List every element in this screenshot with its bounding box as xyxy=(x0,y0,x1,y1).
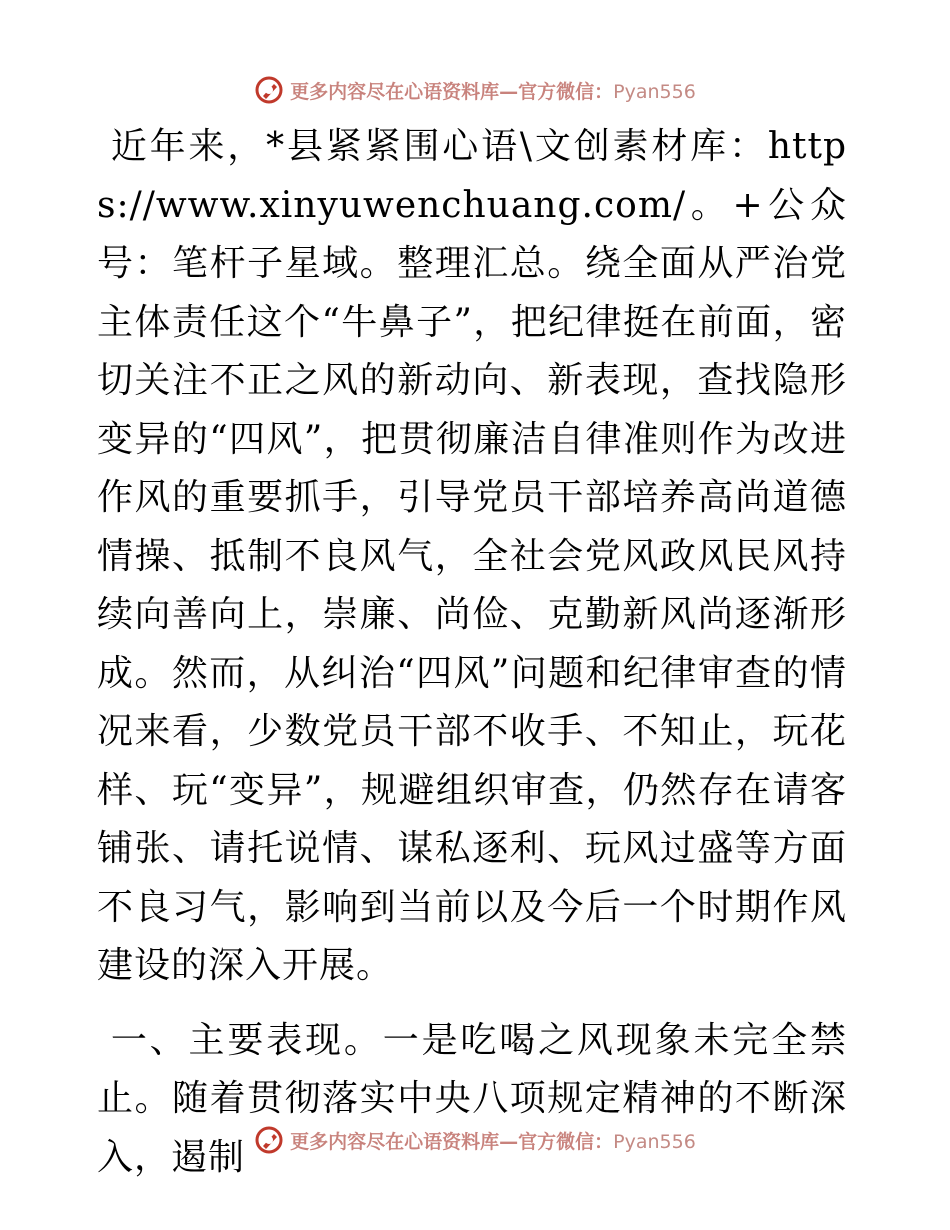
paragraph-section-one-text: 一、主要表现。一是吃喝之风现象未完全禁止。随着贯彻落实中央八项规定精神的不断深入，遏制 xyxy=(97,1019,847,1178)
paragraph-intro-text: 近年来，*县紧紧围心语\文创素材库：https://www.xinyuwenchuang.com/。+公众号：笔杆子星域。整理汇总。绕全面从严治党主体责任这个“牛鼻子”，把纪律挺在前面，密切关注不正之风的新动向、新表现，查找隐形变异的“四风”，把贯彻廉洁自律准则作为改进作风的重要抓手，引导党员干部培养高尚道德情操、抵制不良风气，全社会党风政风民风持续向善向上，崇廉、尚俭、克勤新风尚逐渐形成。然而，从纠治“四风”问题和纪律审查的情况来看，少数党员干部不收手、不知止，玩花样、玩“变异”，规避组织审查，仍然存在请客铺张、请托说情、谋私逐利、玩风过盛等方面不良习气，影响到当前以及今后一个时期作风建设的深入开展。 xyxy=(97,126,847,986)
pen-logo-icon xyxy=(254,75,284,105)
header-watermark-text: 更多内容尽在心语资料库—官方微信：Pyan556 xyxy=(290,80,696,103)
wechat-id: Pyan556 xyxy=(613,80,696,103)
header-watermark xyxy=(0,70,950,110)
paragraph-intro xyxy=(97,118,847,996)
footer-watermark-text: 更多内容尽在心语资料库—官方微信：Pyan556 xyxy=(290,1130,696,1153)
paragraph-section-one xyxy=(97,1012,847,1188)
wechat-id: Pyan556 xyxy=(613,1130,696,1153)
document-body xyxy=(97,118,847,1187)
pen-logo-icon xyxy=(254,1125,284,1155)
footer-watermark xyxy=(0,1120,950,1160)
